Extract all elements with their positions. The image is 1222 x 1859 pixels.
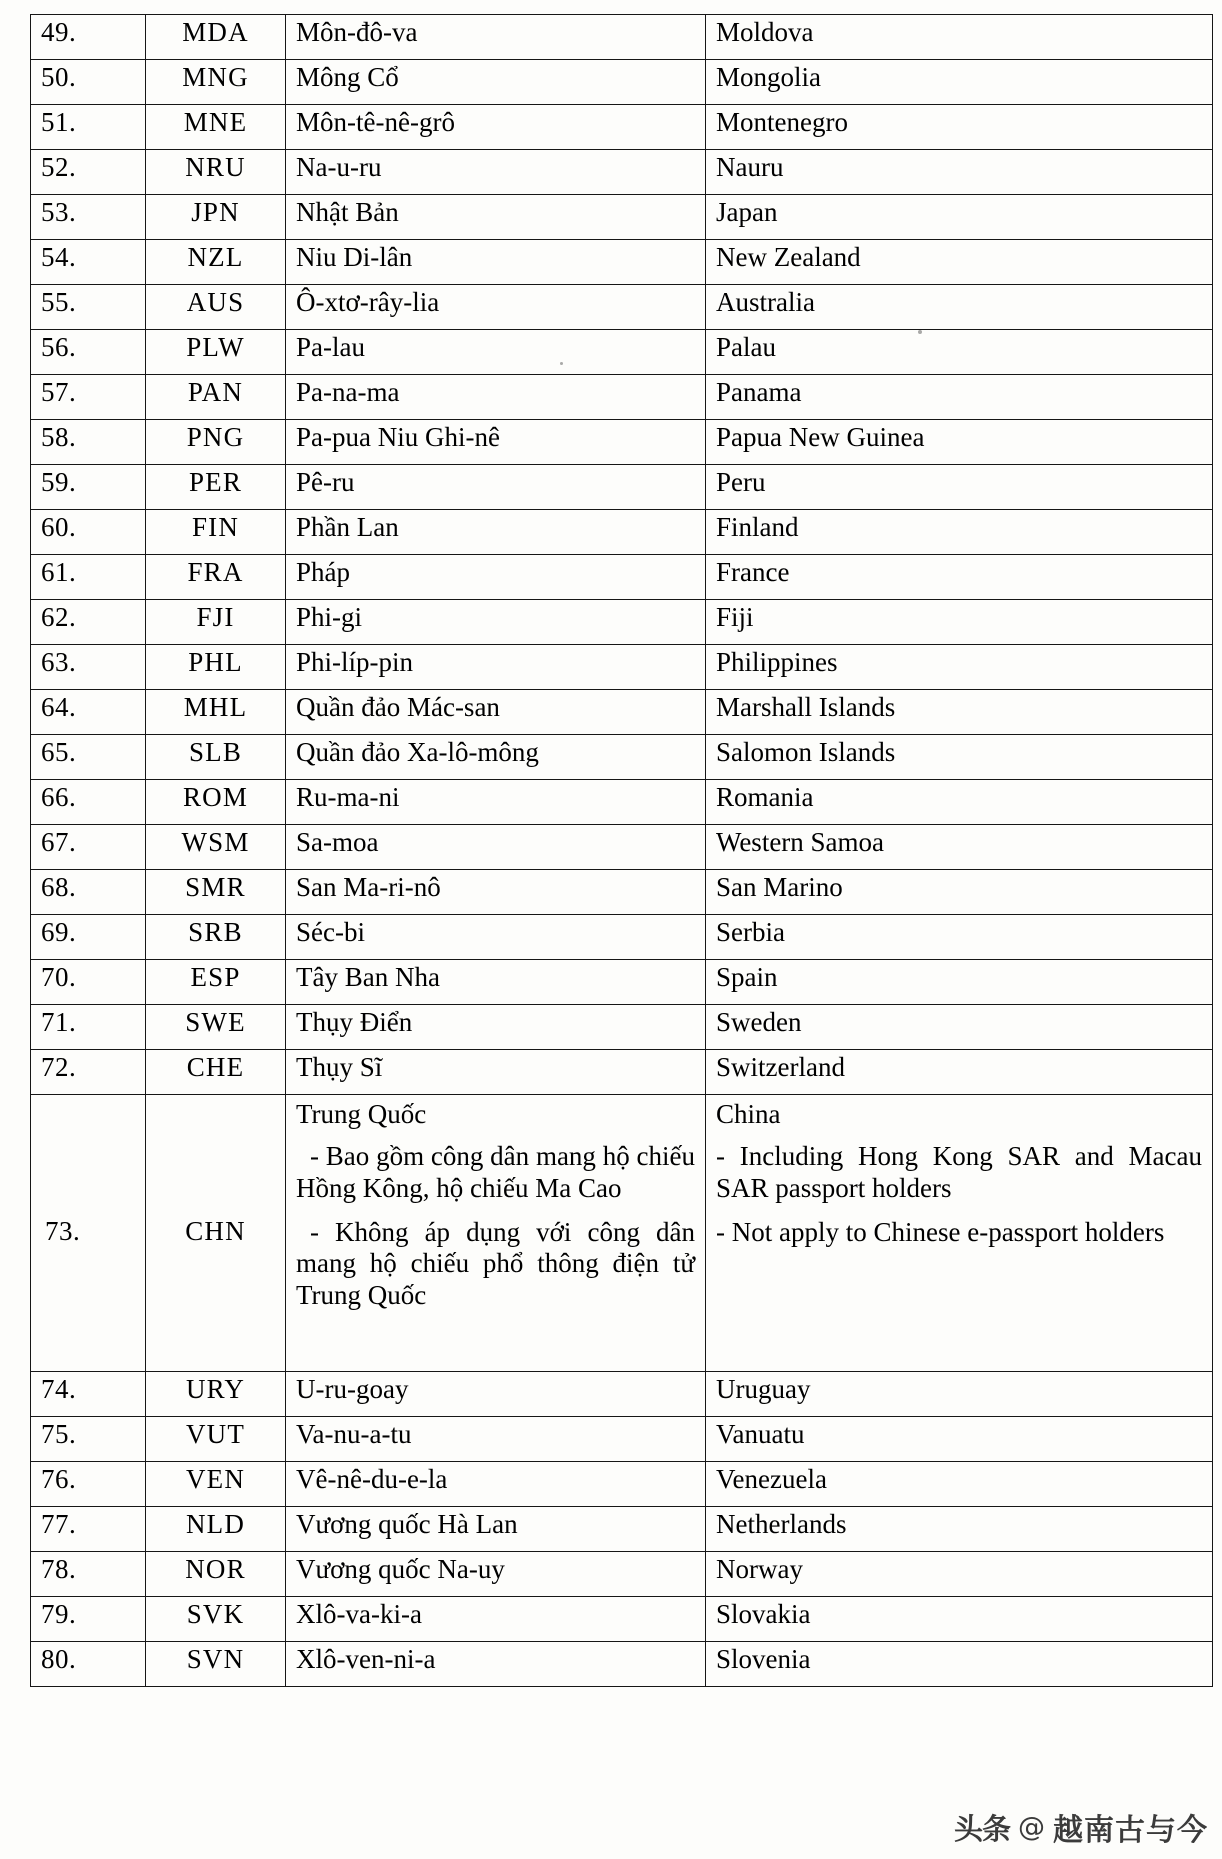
row-country-name-vi: Quần đảo Mác-san <box>286 690 706 735</box>
row-country-name-vi: Ô-xtơ-rây-lia <box>286 285 706 330</box>
row-country-code: FJI <box>146 600 286 645</box>
row-country-name-en: Papua New Guinea <box>706 420 1213 465</box>
row-country-name-en: Montenegro <box>706 105 1213 150</box>
row-country-name-vi: Phần Lan <box>286 510 706 555</box>
row-country-name-en: Uruguay <box>706 1372 1213 1417</box>
table-row <box>31 15 1213 60</box>
row-country-code: MHL <box>146 690 286 735</box>
row-country-name-vi: Ru-ma-ni <box>286 780 706 825</box>
row-country-code: SVK <box>146 1597 286 1642</box>
row-country-code: NRU <box>146 150 286 195</box>
row-country-name-vi: Nhật Bản <box>286 195 706 240</box>
row-country-name-en: France <box>706 555 1213 600</box>
row-index: 51. <box>31 105 146 150</box>
row-index: 65. <box>31 735 146 780</box>
row-index: 60. <box>31 510 146 555</box>
table-row <box>31 195 1213 240</box>
row-index: 49. <box>31 15 146 60</box>
row-country-code: CHN <box>146 1095 286 1372</box>
table-row <box>31 780 1213 825</box>
row-index: 56. <box>31 330 146 375</box>
table-row <box>31 960 1213 1005</box>
row-country-name-en: Panama <box>706 375 1213 420</box>
row-country-code: PNG <box>146 420 286 465</box>
row-country-name-en: Sweden <box>706 1005 1213 1050</box>
row-country-name-en: Marshall Islands <box>706 690 1213 735</box>
table-row <box>31 240 1213 285</box>
row-index: 55. <box>31 285 146 330</box>
table-row <box>31 60 1213 105</box>
row-index: 66. <box>31 780 146 825</box>
row-country-code: URY <box>146 1372 286 1417</box>
row-country-name-en: Slovenia <box>706 1642 1213 1687</box>
row-country-name-vi: Xlô-ven-ni-a <box>286 1642 706 1687</box>
table-row <box>31 1552 1213 1597</box>
row-index: 58. <box>31 420 146 465</box>
row-index: 68. <box>31 870 146 915</box>
row-index: 53. <box>31 195 146 240</box>
table-row <box>31 330 1213 375</box>
table-row <box>31 375 1213 420</box>
row-country-name-en: New Zealand <box>706 240 1213 285</box>
row-country-name-vi: Pháp <box>286 555 706 600</box>
row-country-name-en: Moldova <box>706 15 1213 60</box>
watermark-at-symbol: @ <box>1018 1811 1045 1843</box>
row-country-code: PAN <box>146 375 286 420</box>
row-index: 74. <box>31 1372 146 1417</box>
row-index: 76. <box>31 1462 146 1507</box>
row-index: 79. <box>31 1597 146 1642</box>
country-code-table <box>30 14 1213 1687</box>
row-country-code: SRB <box>146 915 286 960</box>
table-row <box>31 150 1213 195</box>
row-country-name-en: Mongolia <box>706 60 1213 105</box>
row-country-code: WSM <box>146 825 286 870</box>
row-country-code: PLW <box>146 330 286 375</box>
row-country-name-en: Romania <box>706 780 1213 825</box>
row-country-code: NZL <box>146 240 286 285</box>
row-index: 52. <box>31 150 146 195</box>
row-country-name-en: Norway <box>706 1552 1213 1597</box>
row-country-code: MDA <box>146 15 286 60</box>
table-row <box>31 420 1213 465</box>
row-country-name-en: Philippines <box>706 645 1213 690</box>
row-index: 63. <box>31 645 146 690</box>
row-country-name-vi: Pa-pua Niu Ghi-nê <box>286 420 706 465</box>
row-index: 50. <box>31 60 146 105</box>
row-index: 80. <box>31 1642 146 1687</box>
row-country-code: NOR <box>146 1552 286 1597</box>
table-row <box>31 1507 1213 1552</box>
row-country-name-vi: Tây Ban Nha <box>286 960 706 1005</box>
row-country-name-vi: Vê-nê-du-e-la <box>286 1462 706 1507</box>
table-row <box>31 1462 1213 1507</box>
watermark-account-name: 越南古与今 <box>1053 1813 1208 1848</box>
row-country-name-vi: Thụy Sĩ <box>286 1050 706 1095</box>
row-index: 70. <box>31 960 146 1005</box>
row-country-name-en: Slovakia <box>706 1597 1213 1642</box>
row-country-name-vi <box>286 1095 706 1372</box>
row-country-name-en: Japan <box>706 195 1213 240</box>
row-country-name-vi: Sa-moa <box>286 825 706 870</box>
row-country-name-en: Netherlands <box>706 1507 1213 1552</box>
china-note-en-1: - Including Hong Kong SAR and Macau SAR passport holders <box>716 1140 1202 1203</box>
row-country-name-vi: Xlô-va-ki-a <box>286 1597 706 1642</box>
row-country-name-vi: Mông Cổ <box>286 60 706 105</box>
watermark <box>954 1805 1208 1849</box>
row-index: 78. <box>31 1552 146 1597</box>
table-row <box>31 870 1213 915</box>
row-index: 67. <box>31 825 146 870</box>
row-country-name-vi: San Ma-ri-nô <box>286 870 706 915</box>
row-country-code: PER <box>146 465 286 510</box>
row-index: 59. <box>31 465 146 510</box>
table-row <box>31 1372 1213 1417</box>
table-row <box>31 555 1213 600</box>
china-name-en: China <box>716 1099 781 1129</box>
row-index: 71. <box>31 1005 146 1050</box>
table-row <box>31 1597 1213 1642</box>
row-country-code: SLB <box>146 735 286 780</box>
row-country-name-vi: Môn-đô-va <box>286 15 706 60</box>
table-body <box>31 15 1213 1687</box>
row-country-name-vi: Séc-bi <box>286 915 706 960</box>
row-country-code: SWE <box>146 1005 286 1050</box>
china-name-vi: Trung Quốc <box>296 1099 427 1129</box>
table-row <box>31 465 1213 510</box>
table-row <box>31 1005 1213 1050</box>
row-country-name-en: Finland <box>706 510 1213 555</box>
table-row <box>31 600 1213 645</box>
row-country-code: AUS <box>146 285 286 330</box>
row-country-name-en: Spain <box>706 960 1213 1005</box>
row-country-name-vi: Pa-lau <box>286 330 706 375</box>
row-index: 64. <box>31 690 146 735</box>
china-note-vi-1: - Bao gồm công dân mang hộ chiếu Hồng Kông, hộ chiếu Ma Cao <box>296 1140 695 1203</box>
row-country-name-vi: Phi-gi <box>286 600 706 645</box>
row-country-name-en: San Marino <box>706 870 1213 915</box>
table-row <box>31 645 1213 690</box>
row-country-name-en: Switzerland <box>706 1050 1213 1095</box>
table-row <box>31 285 1213 330</box>
row-index: 57. <box>31 375 146 420</box>
table-row <box>31 735 1213 780</box>
table-row <box>31 690 1213 735</box>
row-country-name-en: Palau <box>706 330 1213 375</box>
row-index: 77. <box>31 1507 146 1552</box>
row-country-code: VUT <box>146 1417 286 1462</box>
row-country-code: FRA <box>146 555 286 600</box>
table-row <box>31 105 1213 150</box>
row-country-name-vi: Vương quốc Na-uy <box>286 1552 706 1597</box>
row-country-name-en: Peru <box>706 465 1213 510</box>
row-index: 62. <box>31 600 146 645</box>
table-row <box>31 1642 1213 1687</box>
row-country-name-vi: Thụy Điển <box>286 1005 706 1050</box>
row-country-name-vi: Niu Di-lân <box>286 240 706 285</box>
row-country-name-en: Western Samoa <box>706 825 1213 870</box>
table-row-china <box>31 1095 1213 1372</box>
table-row <box>31 510 1213 555</box>
row-country-name-vi: Vương quốc Hà Lan <box>286 1507 706 1552</box>
china-note-en-2: - Not apply to Chinese e-passport holders <box>716 1216 1165 1247</box>
row-country-name-vi: U-ru-goay <box>286 1372 706 1417</box>
row-country-code: ROM <box>146 780 286 825</box>
country-code-table-container <box>30 14 1212 1687</box>
row-country-name-en: Venezuela <box>706 1462 1213 1507</box>
row-country-name-en: Australia <box>706 285 1213 330</box>
row-country-name-en: Salomon Islands <box>706 735 1213 780</box>
row-country-code: MNG <box>146 60 286 105</box>
row-country-code: ESP <box>146 960 286 1005</box>
table-row <box>31 915 1213 960</box>
row-country-code: SMR <box>146 870 286 915</box>
row-country-code: CHE <box>146 1050 286 1095</box>
row-index: 54. <box>31 240 146 285</box>
table-row <box>31 1417 1213 1462</box>
row-country-code: VEN <box>146 1462 286 1507</box>
row-country-name-vi: Va-nu-a-tu <box>286 1417 706 1462</box>
row-country-name-vi: Môn-tê-nê-grô <box>286 105 706 150</box>
row-country-name-vi: Pa-na-ma <box>286 375 706 420</box>
row-country-name-vi: Pê-ru <box>286 465 706 510</box>
table-row <box>31 1050 1213 1095</box>
row-index: 75. <box>31 1417 146 1462</box>
row-country-name-en <box>706 1095 1213 1372</box>
row-country-code: SVN <box>146 1642 286 1687</box>
row-country-name-vi: Na-u-ru <box>286 150 706 195</box>
row-country-name-vi: Phi-líp-pin <box>286 645 706 690</box>
row-country-code: FIN <box>146 510 286 555</box>
row-index: 73. <box>31 1095 146 1372</box>
row-index: 72. <box>31 1050 146 1095</box>
row-index: 61. <box>31 555 146 600</box>
row-country-code: PHL <box>146 645 286 690</box>
watermark-logo: 头条 <box>953 1811 1010 1846</box>
row-country-name-en: Vanuatu <box>706 1417 1213 1462</box>
china-note-vi-2: - Không áp dụng với công dân mang hộ chiếu phổ thông điện tử Trung Quốc <box>296 1216 695 1311</box>
row-country-code: JPN <box>146 195 286 240</box>
row-country-code: NLD <box>146 1507 286 1552</box>
row-country-code: MNE <box>146 105 286 150</box>
table-row <box>31 825 1213 870</box>
row-country-name-en: Fiji <box>706 600 1213 645</box>
row-country-name-en: Nauru <box>706 150 1213 195</box>
row-country-name-en: Serbia <box>706 915 1213 960</box>
row-country-name-vi: Quần đảo Xa-lô-mông <box>286 735 706 780</box>
row-index: 69. <box>31 915 146 960</box>
